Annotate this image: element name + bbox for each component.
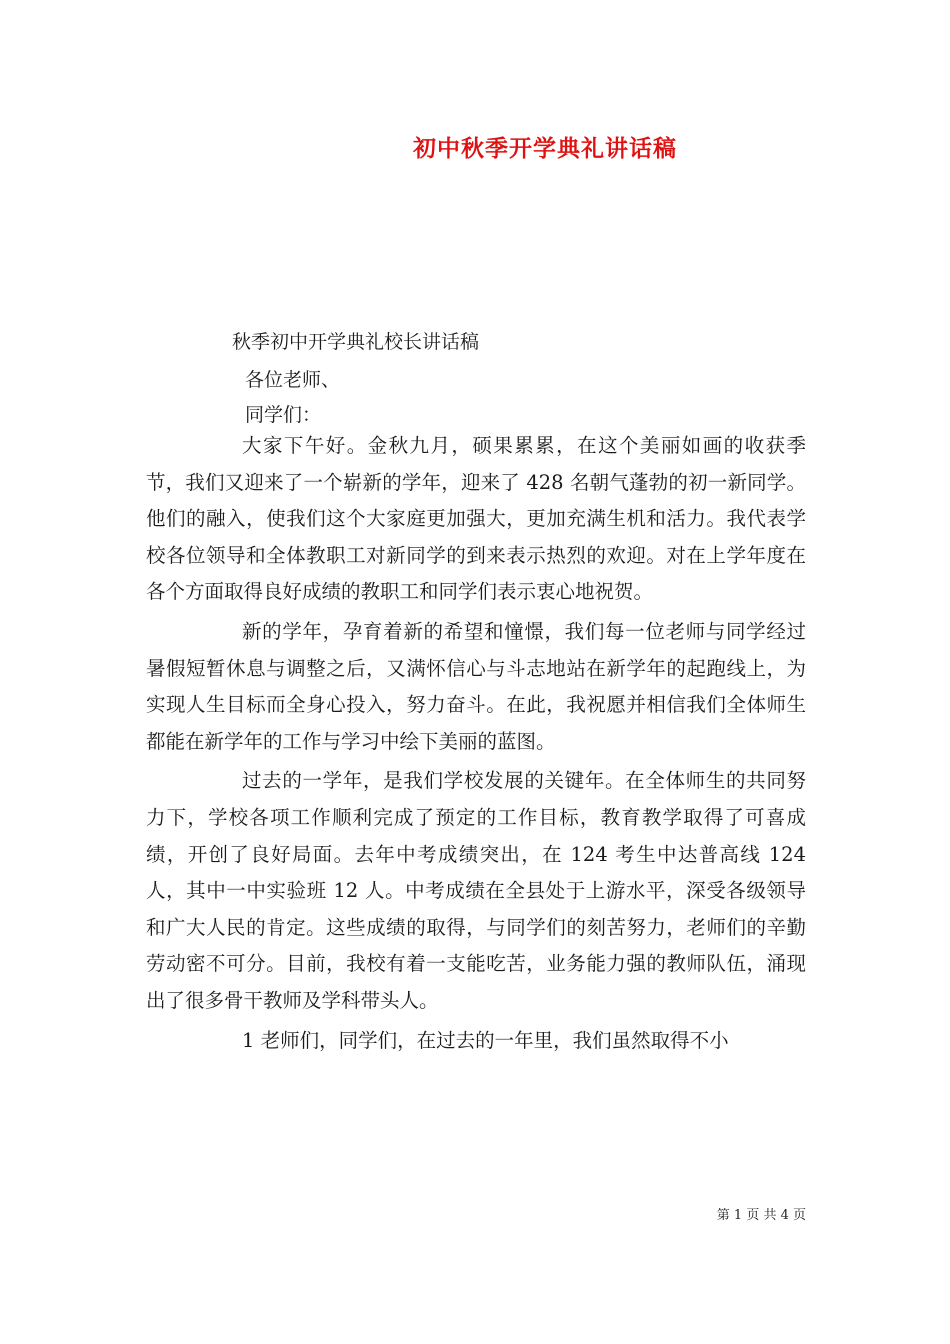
- paragraph: 新的学年，孕育着新的希望和憧憬，我们每一位老师与同学经过暑假短暂休息与调整之后，又满怀信心与斗志地站在新学年的起跑线上，为实现人生目标而全身心投入，努力奋斗。在此，我祝愿并相信我们全体师生都能在新学年的工作与学习中绘下美丽的蓝图。: [146, 619, 806, 753]
- page-number: 第 1 页 共 4 页: [716, 1208, 806, 1223]
- salutation-teachers: 各位老师、: [245, 369, 341, 391]
- salutation-students: 同学们：: [245, 404, 322, 426]
- paragraph: 1 老师们，同学们，在过去的一年里，我们虽然取得不小: [242, 1028, 729, 1052]
- speech-body: [146, 428, 806, 1062]
- speech-subtitle: 秋季初中开学典礼校长讲话稿: [232, 331, 480, 353]
- paragraph: 过去的一学年，是我们学校发展的关键年。在全体师生的共同努力下，学校各项工作顺利完成了预定的工作目标，教育教学取得了可喜成绩，开创了良好局面。去年中考成绩突出，在 124 考生中达普高线 124 人，其中一中实验班 12 人。中考成绩在全县处于上游水平，深受各级领导和广大人民的肯定。这些成绩的取得，与同学们的刻苦努力，老师们的辛勤劳动密不可分。目前，我校有着一支能吃苦，业务能力强的教师队伍，涌现出了很多骨干教师及学科带头人。: [146, 769, 806, 1012]
- paragraph: 大家下午好。金秋九月，硕果累累，在这个美丽如画的收获季节，我们又迎来了一个崭新的学年，迎来了 428 名朝气蓬勃的初一新同学。他们的融入，使我们这个大家庭更加强大，更加充满生机和活力。我代表学校各位领导和全体教职工对新同学的到来表示热烈的欢迎。对在上学年度在各个方面取得良好成绩的教职工和同学们表示衷心地祝贺。: [146, 434, 806, 604]
- document-title: 初中秋季开学典礼讲话稿: [413, 135, 677, 162]
